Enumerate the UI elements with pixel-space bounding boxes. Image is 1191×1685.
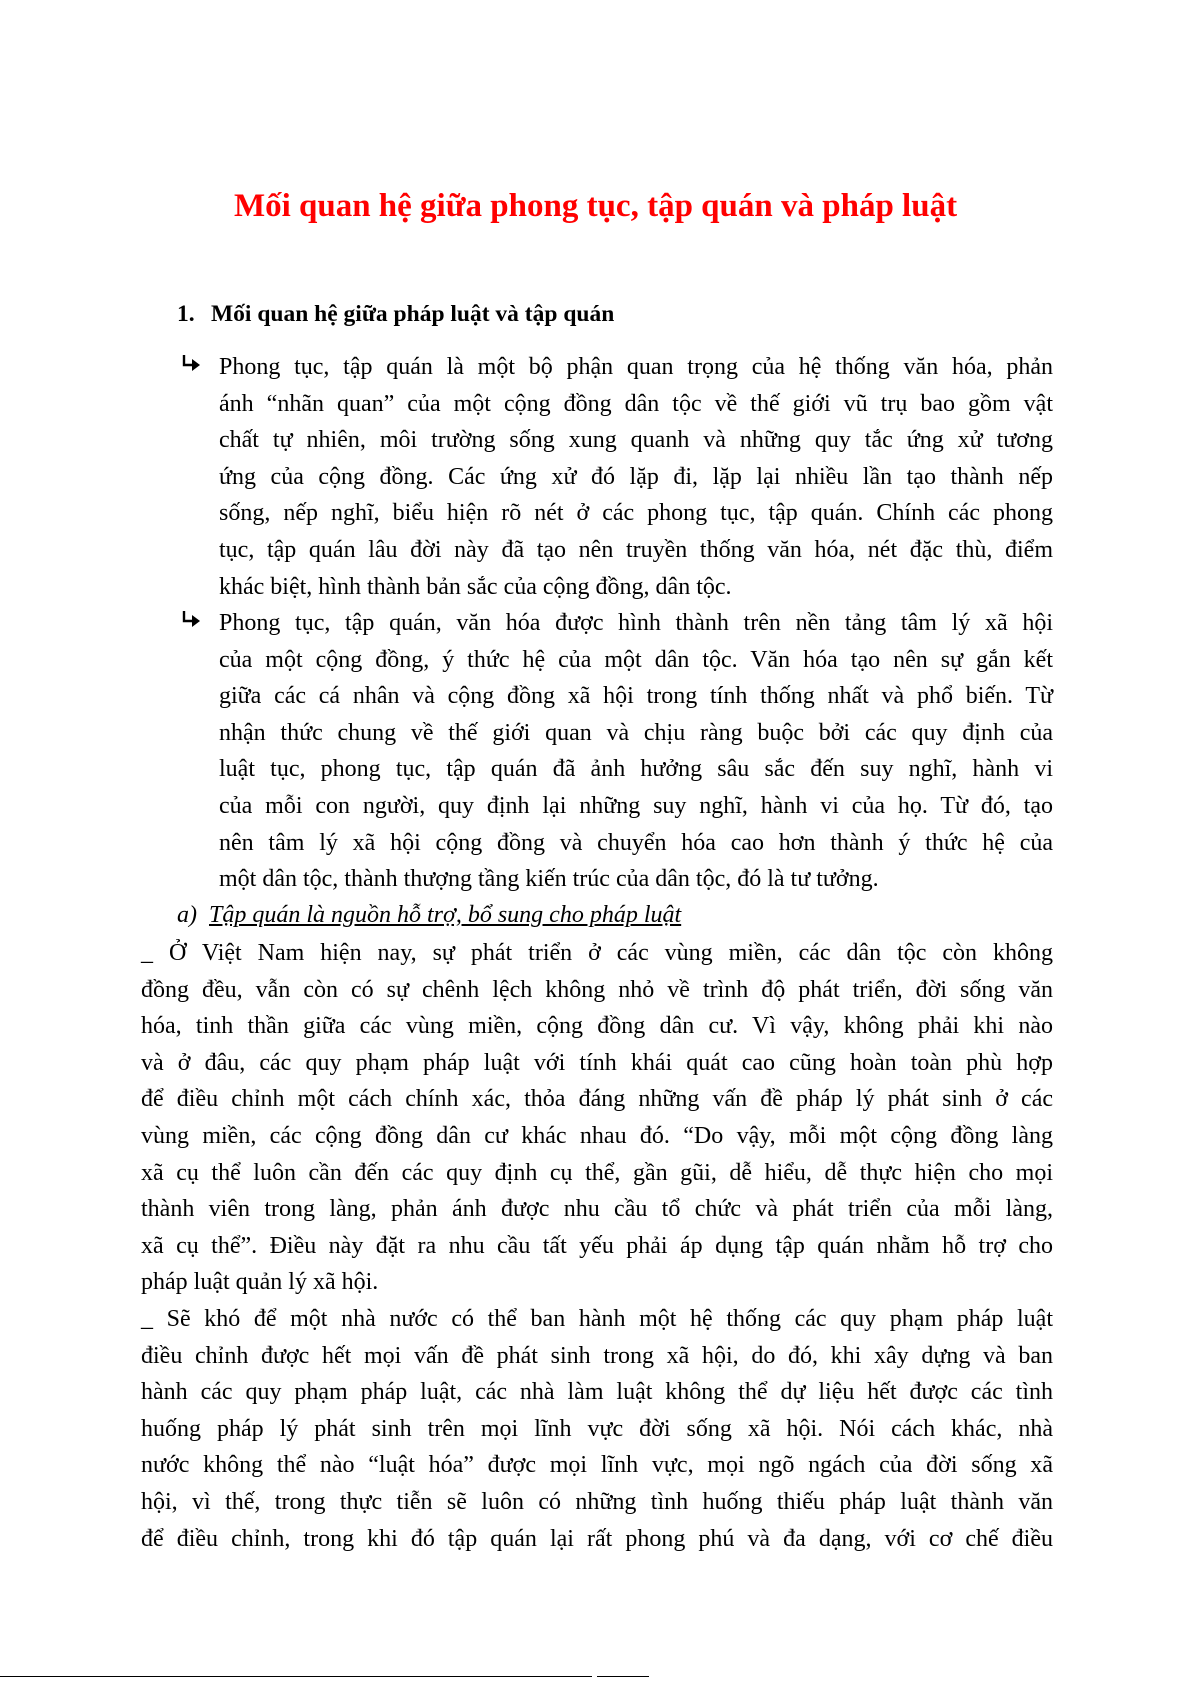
footnote-separator [0,1676,592,1677]
subsection-heading [177,899,681,931]
bullet-line: khác biệt, hình thành bản sắc của cộng đồng, dân tộc. [219,573,732,600]
paragraph-line: thành viên trong làng, phản ánh được nhu cầu tổ chức và phát triển của mỗi làng, [141,1196,1053,1223]
bullet-line: ánh “nhãn quan” của một cộng đồng dân tộc về thế giới vũ trụ bao gồm vật [219,390,1053,417]
paragraph-line: hội, vì thế, trong thực tiễn sẽ luôn có những tình huống thiếu pháp luật thành văn [141,1488,1053,1515]
arrow-bullet-icon [181,609,203,633]
paragraph-line: để điều chỉnh một cách chính xác, thỏa đáng những vấn đề pháp lý phát sinh ở các [141,1086,1053,1113]
paragraph-line: _ Ở Việt Nam hiện nay, sự phát triển ở các vùng miền, các dân tộc còn không [141,940,1053,966]
subsection-heading-text: Tập quán là nguồn hỗ trợ, bổ sung cho pháp luật [209,902,682,928]
paragraph-line: huống pháp lý phát sinh trên mọi lĩnh vực đời sống xã hội. Nói cách khác, nhà [141,1415,1053,1442]
bullet-line: nhận thức chung về thế giới quan và chịu ràng buộc bởi các quy định của [219,719,1053,746]
document-title: Mối quan hệ giữa phong tục, tập quán và pháp luật [233,188,958,224]
bullet-line: chất tự nhiên, môi trường sống xung quanh và những quy tắc ứng xử tương [219,427,1053,454]
bullet-line: tục, tập quán lâu đời này đã tạo nên truyền thống văn hóa, nét đặc thù, điểm [219,536,1053,563]
arrow-bullet-icon [181,353,203,377]
paragraph-line: đồng đều, vẫn còn có sự chênh lệch không nhỏ về trình độ phát triển, đời sống văn [141,976,1053,1003]
paragraph-line: nước không thể nào “luật hóa” được mọi lĩnh vực, mọi ngõ ngách của đời sống xã [141,1452,1053,1479]
footnote-separator [597,1676,649,1677]
paragraph-line: xã cụ thể luôn cần đến các quy định cụ thể, gần gũi, dễ hiểu, dễ thực hiện cho mọi [141,1159,1053,1186]
section-heading [177,298,614,330]
paragraph-line: để điều chỉnh, trong khi đó tập quán lại rất phong phú và đa dạng, với cơ chế điều [141,1525,1053,1552]
paragraph-line: hóa, tinh thần giữa các vùng miền, cộng đồng dân cư. Vì vậy, không phải khi nào [141,1013,1053,1040]
paragraph-line: hành các quy phạm pháp luật, các nhà làm luật không thể dự liệu hết được các tình [141,1379,1053,1406]
bullet-line: sống, nếp nghĩ, biểu hiện rõ nét ở các phong tục, tập quán. Chính các phong [219,500,1053,527]
section-heading-text: Mối quan hệ giữa pháp luật và tập quán [211,301,615,327]
paragraph-line: _ Sẽ khó để một nhà nước có thể ban hành một hệ thống các quy phạm pháp luật [141,1306,1053,1332]
bullet-line: Phong tục, tập quán, văn hóa được hình thành trên nền tảng tâm lý xã hội [219,610,1053,636]
bullet-line: ứng của cộng đồng. Các ứng xử đó lặp đi, lặp lại nhiều lần tạo thành nếp [219,463,1053,490]
paragraph-line: điều chỉnh được hết mọi vấn đề phát sinh trong xã hội, do đó, khi xây dựng và ban [141,1342,1053,1369]
bullet-line: của mỗi con người, quy định lại những suy nghĩ, hành vi của họ. Từ đó, tạo [219,792,1053,819]
bullet-line: Phong tục, tập quán là một bộ phận quan trọng của hệ thống văn hóa, phản [219,354,1053,380]
paragraph-line: pháp luật quản lý xã hội. [141,1269,379,1296]
bullet-line: của một cộng đồng, ý thức hệ của một dân tộc. Văn hóa tạo nên sự gắn kết [219,646,1053,673]
bullet-line: nên tâm lý xã hội cộng đồng và chuyển hóa cao hơn thành ý thức hệ của [219,829,1053,856]
body-paragraph [141,935,1053,1301]
paragraph-line: và ở đâu, các quy phạm pháp luật với tính khái quát cao cũng hoàn toàn phù hợp [141,1049,1053,1076]
body-paragraph [141,1301,1053,1557]
paragraph-line: xã cụ thể”. Điều này đặt ra nhu cầu tất yếu phải áp dụng tập quán nhằm hỗ trợ cho [141,1232,1053,1259]
section-number: 1. [177,301,195,327]
bullet-line: giữa các cá nhân và cộng đồng xã hội trong tính thống nhất và phổ biến. Từ [219,683,1053,710]
bullet-line: luật tục, phong tục, tập quán đã ảnh hưởng sâu sắc đến suy nghĩ, hành vi [219,756,1053,783]
bullet-line: một dân tộc, thành thượng tầng kiến trúc của dân tộc, đó là tư tưởng. [219,866,879,893]
paragraph-line: vùng miền, các cộng đồng dân cư khác nhau đó. “Do vậy, mỗi một cộng đồng làng [141,1122,1053,1149]
subsection-label: a) [177,902,197,928]
